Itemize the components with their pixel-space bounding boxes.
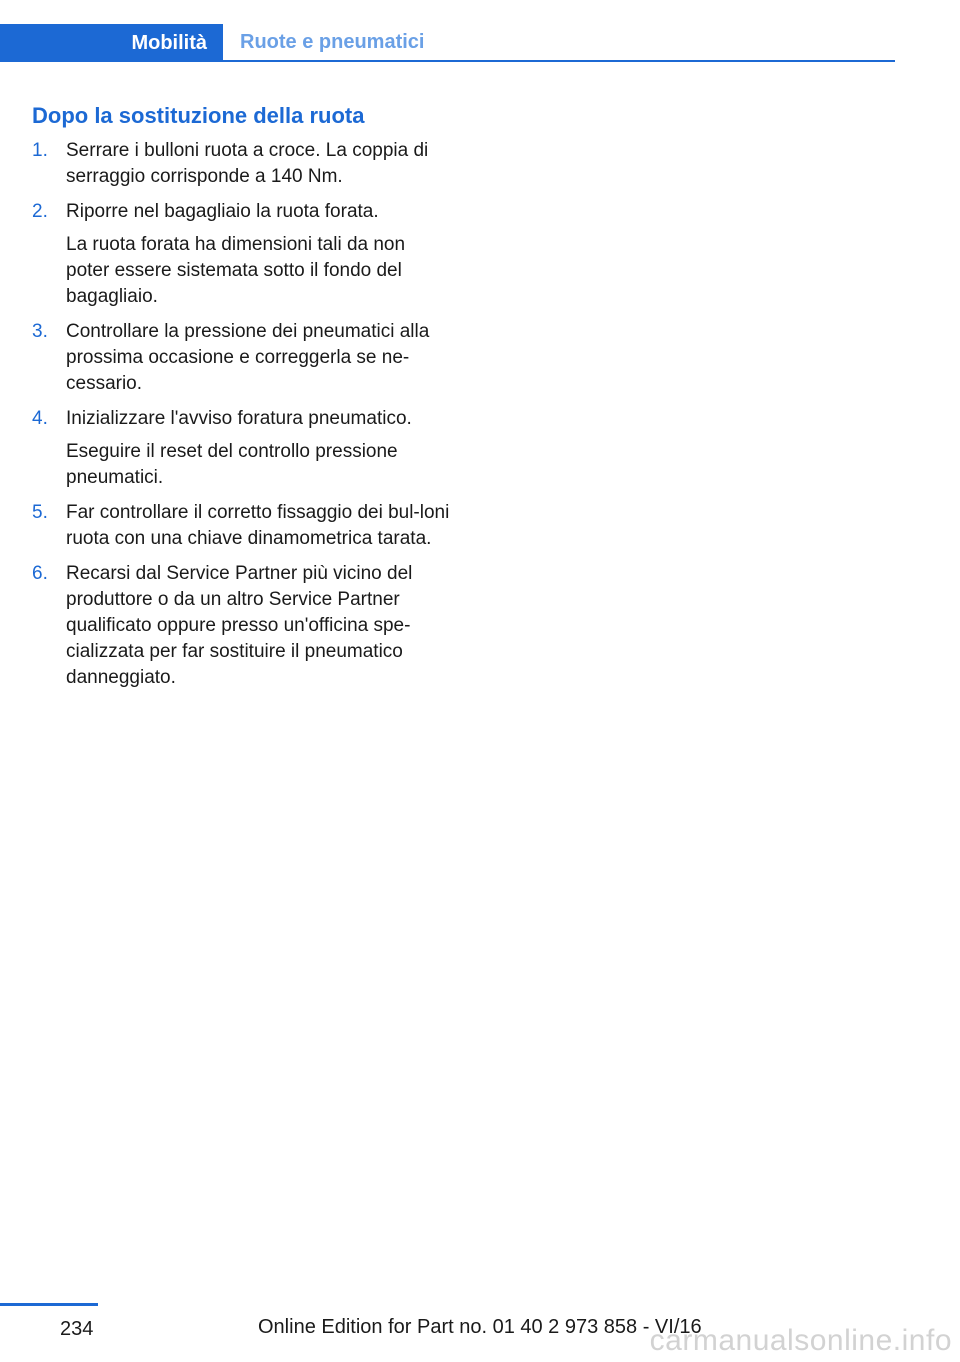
step-number: 2. (32, 201, 48, 222)
footer-rule (0, 1303, 98, 1306)
chapter-tab-label: Mobilità (131, 31, 207, 54)
step-number: 4. (32, 408, 48, 429)
section-tab-label: Ruote e pneumatici (240, 31, 425, 53)
step-text: Riporre nel bagagliaio la ruota forata. (66, 201, 379, 222)
step-number: 3. (32, 321, 48, 342)
step-text: Inizializzare l'avviso foratura pneumatico. (66, 408, 412, 429)
step-note: La ruota forata ha dimensioni tali da non poter essere sistemata sotto il fondo del bagagliaio. (66, 234, 406, 307)
step-number: 6. (32, 563, 48, 584)
step-item (32, 319, 452, 397)
page-number: 234 (60, 1318, 94, 1340)
step-item (32, 138, 452, 190)
edition-text: Online Edition for Part no. 01 40 2 973 858 - VI/16 (258, 1316, 702, 1338)
section-title: Dopo la sostituzione della ruota (32, 103, 365, 128)
step-number: 5. (32, 502, 48, 523)
step-item (32, 406, 452, 491)
step-text: Controllare la pressione dei pneumatici alla prossima occasione e correggerla se ne-cessario. (66, 321, 430, 394)
section-tab-ruote[interactable] (240, 24, 424, 60)
step-number: 1. (32, 140, 48, 161)
page-header (0, 24, 895, 62)
header-rule (0, 60, 895, 62)
step-note: Eseguire il reset del controllo pressione pneumatici. (66, 441, 398, 488)
chapter-tab-mobilita[interactable] (0, 24, 223, 62)
step-text: Serrare i bulloni ruota a croce. La coppia di serraggio corrisponde a 140 Nm. (66, 140, 429, 187)
steps-list (32, 138, 452, 691)
step-item (32, 199, 452, 310)
step-item (32, 500, 452, 552)
step-text: Far controllare il corretto fissaggio dei bul-loni ruota con una chiave dinamometrica tarata. (66, 502, 450, 549)
step-item (32, 561, 452, 691)
watermark: carmanualsonline.info (649, 1324, 952, 1357)
step-text: Recarsi dal Service Partner più vicino del produttore o da un altro Service Partner qualificato oppure presso un'officina spe-cializzata per far sostituire il pneumatico danneggiato. (66, 563, 413, 688)
page-content (32, 102, 452, 700)
